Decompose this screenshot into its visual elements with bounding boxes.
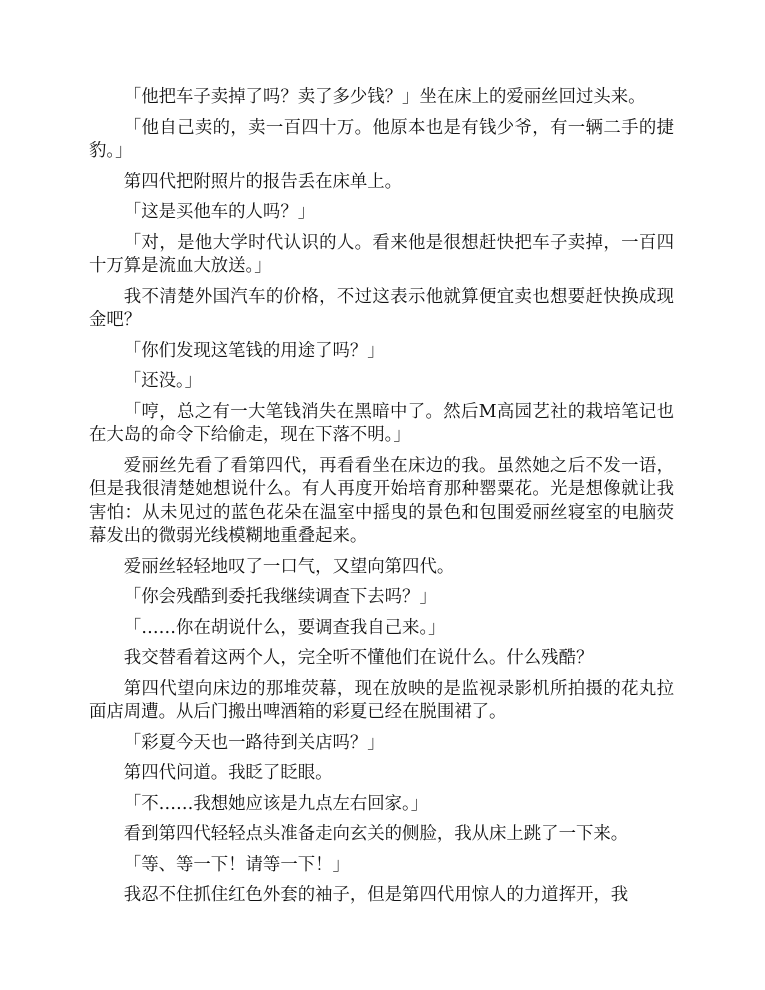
paragraph: 我不清楚外国汽车的价格，不过这表示他就算便宜卖也想要赶快换成现金吧？ [89,286,674,330]
paragraph: 「这是买他车的人吗？」 [123,202,316,222]
paragraph: 「等、等一下！请等一下！」 [123,854,350,875]
paragraph: 「不……我想她应该是九点左右回家。」 [123,793,429,814]
paragraph: 「还没。」 [123,371,203,391]
paragraph: 「彩夏今天也一路待到关店吗？」 [123,732,385,753]
paragraph: 「对，是他大学时代认识的人。看来他是很想赶快把车子卖掉，一百四十万算是流血大放送。」 [89,232,674,276]
paragraph: 「他把车子卖掉了吗？卖了多少钱？」坐在床上的爱丽丝回过头来。 [123,87,646,107]
paragraph: 「他自己卖的，卖一百四十万。他原本也是有钱少爷，有一辆二手的捷豹。」 [89,117,674,161]
paragraph: 第四代问道。我眨了眨眼。 [123,763,333,783]
paragraph: 爱丽丝先看了看第四代，再看看坐在床边的我。虽然她之后不发一语，但是我很清楚她想说什么。有人再度开始培育那种罂粟花。光是想像就让我害怕：从未见过的蓝色花朵在温室中摇曳的景色和包围爱丽丝寝室的电脑荧幕发出的微弱光线模糊地重叠起来。 [89,455,674,546]
paragraph: 「你们发现这笔钱的用途了吗？」 [123,340,385,361]
paragraph: 我忍不住抓住红色外套的袖子，但是第四代用惊人的力道挥开，我 [123,885,629,905]
paragraph: 看到第四代轻轻点头准备走向玄关的侧脸，我从床上跳了一下来。 [123,824,629,844]
paragraph: 爱丽丝轻轻地叹了一口气，又望向第四代。 [123,556,455,577]
paragraph: 第四代把附照片的报告丢在床单上。 [123,171,403,192]
document-page [89,86,674,915]
paragraph: 「……你在胡说什么，要调查我自己来。」 [123,617,446,638]
paragraph: 「哼，总之有一大笔钱消失在黑暗中了。然后M高园艺社的栽培笔记也在大岛的命令下给偷走，现在下落不明。」 [89,401,674,445]
paragraph: 「你会残酷到委托我继续调查下去吗？」 [123,587,437,607]
paragraph: 第四代望向床边的那堆荧幕，现在放映的是监视录影机所拍摄的花丸拉面店周遭。从后门搬出啤酒箱的彩夏已经在脱围裙了。 [89,678,674,722]
paragraph: 我交替看着这两个人，完全听不懂他们在说什么。什么残酷？ [123,648,594,668]
